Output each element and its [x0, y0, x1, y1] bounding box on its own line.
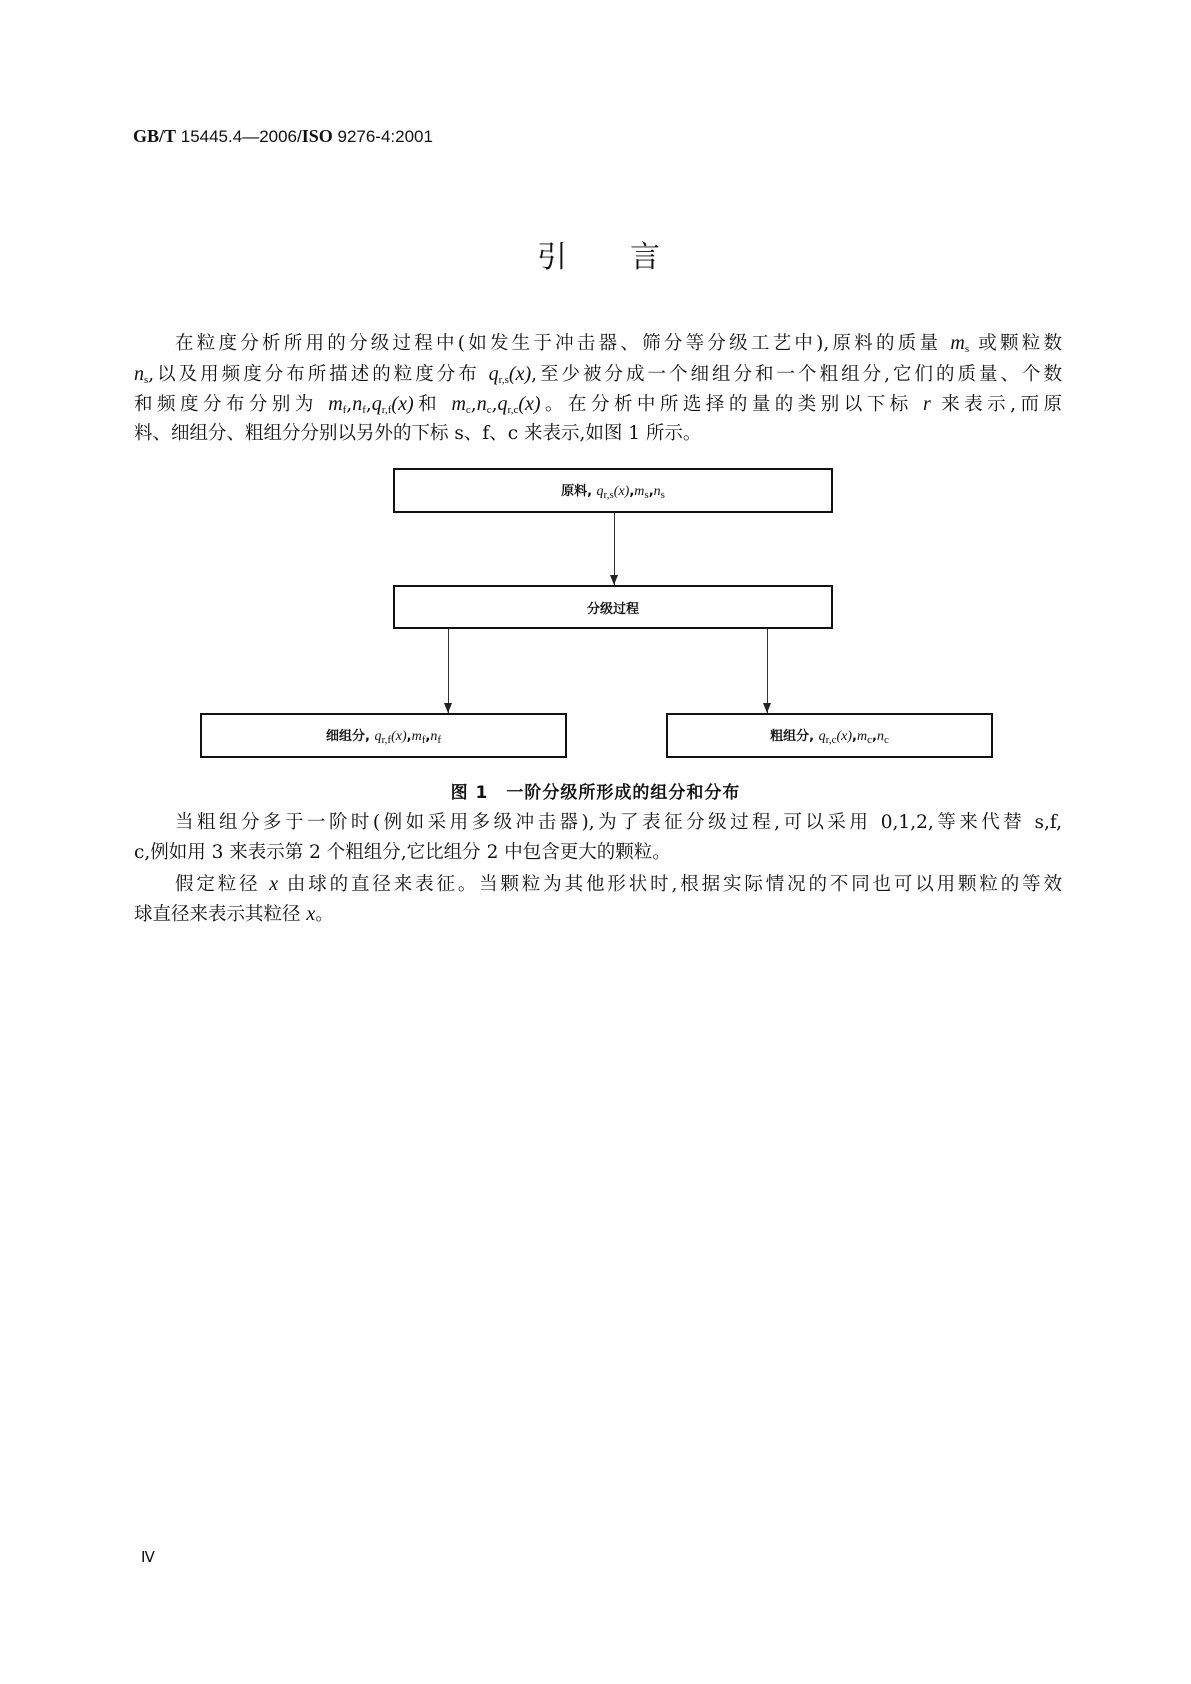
text-segment: ,	[425, 729, 431, 744]
text-segment: ,	[852, 729, 857, 744]
subscript: r,c	[507, 404, 519, 416]
arrow-down-fine	[448, 629, 449, 713]
fine-fraction-box	[200, 713, 567, 758]
subscript: r,s	[498, 374, 509, 386]
math-symbol: $q_{r,f}$	[374, 729, 392, 746]
text-segment: ,	[365, 394, 372, 415]
paragraph-3-line	[134, 899, 1062, 929]
text-segment: ,	[346, 394, 353, 415]
subscript: f	[437, 734, 442, 746]
text-segment: ,至少被分成一个细组分和一个粗组分,它们的质量、个数	[531, 364, 1063, 385]
text-segment: 料、细组分、粗组分分别以另外的下标 s、f、c 来表示,如图 1 所示。	[134, 423, 702, 444]
text-segment: 粗组分,	[770, 729, 819, 744]
subscript: r,f	[381, 734, 392, 746]
subscript: s	[644, 489, 649, 501]
iso-number: 9276-4:2001	[332, 127, 433, 146]
math-symbol: $n_c$	[876, 729, 889, 746]
math-symbol: $m_s$	[950, 332, 970, 355]
subscript: f	[421, 734, 426, 746]
text-segment: 当粗组分多于一阶时(例如采用多级冲击器),为了表征分级过程,可以采用 0,1,2,等来代替 s,f,	[175, 812, 1062, 833]
text-run	[134, 842, 671, 863]
paragraph-1-line	[134, 359, 1062, 389]
paragraph-3-line	[175, 869, 1062, 899]
text-segment: ,	[872, 729, 877, 744]
subscript: r,c	[825, 734, 837, 746]
math-symbol: r	[923, 393, 931, 415]
math-symbol: $m_c$	[451, 393, 471, 416]
text-run	[175, 812, 1062, 833]
math-symbol: $q_{r,c}$	[818, 729, 837, 746]
subscript: r,f	[381, 404, 392, 416]
text-segment: 和频度分布分别为	[134, 394, 329, 415]
text-segment: 分级过程	[586, 601, 639, 617]
text-segment: 假定粒径	[175, 874, 270, 895]
subscript: r,s	[603, 489, 614, 501]
text-run	[326, 725, 441, 746]
math-symbol: $m_f$	[411, 729, 426, 746]
section-title-char-1: 引	[537, 240, 567, 275]
text-segment: ,	[491, 394, 498, 415]
text-segment: 或颗粒数	[969, 333, 1062, 354]
math-symbol: (x)	[613, 484, 630, 499]
text-segment: ,以及用频度分布所描述的粒度分布	[148, 364, 489, 385]
section-title-char-2: 言	[630, 240, 660, 275]
math-symbol: x	[269, 873, 279, 895]
text-segment: 。	[315, 904, 334, 925]
text-run	[134, 904, 334, 925]
text-run	[175, 874, 1062, 895]
subscript: f	[362, 404, 366, 416]
text-segment: ,	[629, 484, 635, 499]
math-symbol: (x)	[518, 393, 541, 415]
subscript: s	[964, 343, 970, 355]
text-segment: ,	[470, 394, 477, 415]
text-run	[134, 364, 1062, 385]
subscript: c	[486, 404, 492, 416]
text-segment: 和	[413, 394, 452, 415]
subscript: c	[867, 734, 872, 746]
math-symbol: $q_{r,c}$	[497, 393, 519, 416]
coarse-fraction-box	[666, 713, 993, 758]
feed-material-box	[393, 468, 833, 513]
paragraph-1-line	[134, 419, 1062, 449]
math-symbol: $n_s$	[653, 484, 665, 501]
math-symbol: $q_{r,f}$	[371, 393, 392, 416]
subscript: s	[660, 489, 665, 501]
text-run	[175, 333, 1062, 354]
math-symbol: (x)	[508, 363, 532, 385]
text-segment: 来表示,而原	[930, 394, 1062, 415]
standard-prefix: GB/T	[133, 126, 177, 146]
text-segment: 。在分析中所选择的量的类别以下标	[540, 394, 924, 415]
text-segment: 由球的直径来表征。当颗粒为其他形状时,根据实际情况的不同也可以用颗粒的等效	[278, 874, 1063, 895]
math-symbol: $m_s$	[634, 484, 649, 501]
math-symbol: (x)	[391, 729, 407, 744]
text-segment: 球直径来表示其粒径	[134, 904, 307, 925]
math-symbol: $n_f$	[352, 393, 366, 416]
subscript: c	[883, 734, 889, 746]
text-run	[561, 480, 665, 501]
paragraph-1-line	[175, 328, 1062, 358]
paragraph-1-line	[134, 389, 1062, 419]
math-symbol: $q_{r,s}$	[596, 484, 614, 501]
subscript: s	[144, 374, 149, 386]
math-symbol: $q_{r,s}$	[488, 363, 509, 386]
text-segment: 原料,	[561, 484, 597, 499]
classification-process-box	[393, 585, 833, 629]
paragraph-2-line	[175, 808, 1062, 838]
math-symbol: $n_s$	[134, 363, 149, 386]
text-segment: c,例如用 3 来表示第 2 个粗组分,它比组分 2 中包含更大的颗粒。	[134, 842, 671, 863]
math-symbol: (x)	[836, 729, 853, 744]
standard-code-header	[133, 126, 433, 147]
subscript: f	[342, 404, 347, 416]
figure-caption: 图 1 一阶分级所形成的组分和分布	[450, 783, 741, 803]
text-run	[587, 598, 639, 617]
page-number: Ⅳ	[141, 1550, 155, 1566]
math-symbol: x	[306, 903, 316, 925]
text-segment: 在粒度分析所用的分级过程中(如发生于冲击器、筛分等分级工艺中),原料的质量	[175, 333, 951, 354]
math-symbol: $n_f$	[430, 729, 442, 746]
iso-prefix: ISO	[301, 126, 333, 146]
standard-number: 15445.4—2006/	[176, 127, 302, 146]
math-symbol: (x)	[391, 393, 414, 415]
arrow-down-coarse	[767, 629, 768, 713]
subscript: c	[465, 404, 471, 416]
math-symbol: $n_c$	[476, 393, 492, 416]
text-run	[134, 394, 1062, 415]
text-run	[770, 725, 889, 746]
paragraph-2-line	[134, 838, 1062, 868]
text-segment: ,	[406, 729, 412, 744]
math-symbol: $m_c$	[856, 729, 872, 746]
text-segment: ,	[648, 484, 654, 499]
math-symbol: $m_f$	[328, 393, 347, 416]
arrow-down	[614, 513, 615, 585]
text-segment: 细组分,	[325, 729, 375, 744]
text-run	[134, 423, 701, 444]
